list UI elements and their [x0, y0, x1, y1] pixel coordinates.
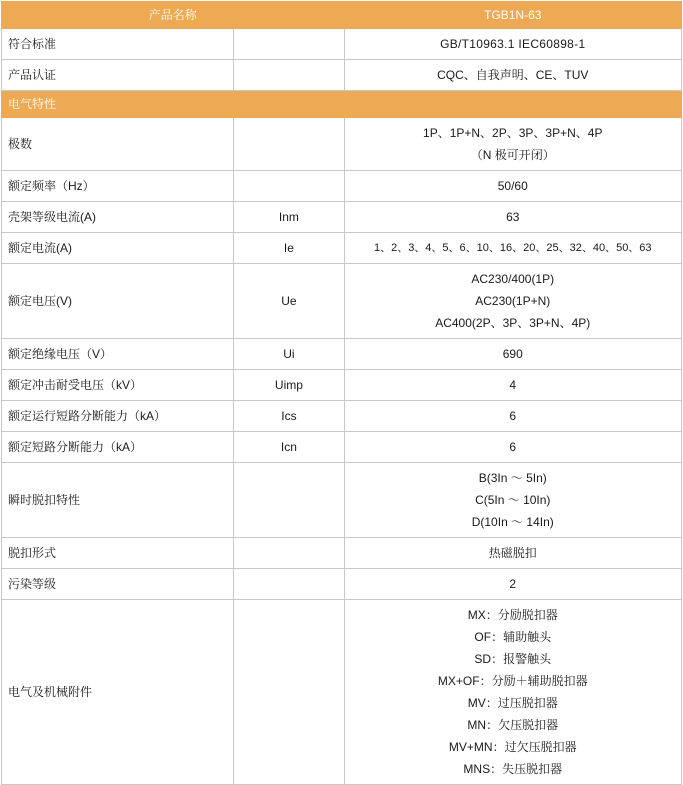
row-value [344, 264, 682, 339]
table-row [2, 432, 682, 463]
row-label: 极数 [2, 118, 234, 171]
row-value [344, 463, 682, 538]
row-symbol [234, 171, 344, 202]
row-value-line: 1、2、3、4、5、6、10、16、20、25、32、40、50、63 [373, 242, 652, 254]
row-value-line: 1P、1P+N、2P、3P、3P+N、4P [423, 126, 603, 140]
row-value [344, 339, 682, 370]
row-symbol [234, 29, 344, 60]
row-symbol: Icn [234, 432, 344, 463]
row-value-line: MX：分励脱扣器 [467, 608, 558, 622]
row-symbol: Ui [234, 339, 344, 370]
section-header-row [2, 91, 682, 118]
row-value-line: AC400(2P、3P、3P+N、4P) [435, 316, 591, 330]
row-value [344, 202, 682, 233]
row-value-line: MV：过压脱扣器 [467, 696, 558, 710]
table-row [2, 264, 682, 339]
row-symbol [234, 538, 344, 569]
table-row [2, 29, 682, 60]
row-value-line: 2 [509, 577, 517, 591]
row-value-line: 690 [502, 347, 523, 361]
row-value-line: AC230/400(1P) [471, 272, 555, 286]
row-value-line: CQC、自我声明、CE、TUV [437, 68, 589, 82]
header-product-name: 产品名称 [2, 2, 345, 29]
section-title: 电气特性 [2, 91, 682, 118]
table-header-row [2, 2, 682, 29]
row-value-line: （N 极可开闭） [470, 148, 555, 162]
row-label: 额定绝缘电压（V） [2, 339, 234, 370]
row-symbol: Ue [234, 264, 344, 339]
row-value [344, 538, 682, 569]
row-symbol: Inm [234, 202, 344, 233]
header-product-model: TGB1N-63 [344, 2, 682, 29]
table-row [2, 538, 682, 569]
row-label: 壳架等级电流(A) [2, 202, 234, 233]
row-symbol [234, 600, 344, 785]
row-value-line: 6 [509, 409, 517, 423]
row-value-line: SD：报警触头 [474, 652, 552, 666]
row-label: 额定短路分断能力（kA） [2, 432, 234, 463]
row-symbol [234, 60, 344, 91]
table-row [2, 339, 682, 370]
row-value-line: 50/60 [497, 179, 528, 193]
row-symbol [234, 569, 344, 600]
table-row [2, 233, 682, 264]
row-value-line: 4 [509, 378, 517, 392]
row-value-line: C(5In ～ 10In) [475, 493, 551, 507]
row-value [344, 118, 682, 171]
row-value [344, 171, 682, 202]
row-value-line: MNS：失压脱扣器 [463, 762, 563, 776]
row-label: 瞬时脱扣特性 [2, 463, 234, 538]
row-label: 污染等级 [2, 569, 234, 600]
row-value-line: 6 [509, 440, 517, 454]
row-symbol: Ie [234, 233, 344, 264]
row-value-line: D(10In ～ 14In) [471, 515, 554, 529]
row-value-line: 63 [506, 210, 520, 224]
row-value-line: AC230(1P+N) [475, 294, 551, 308]
row-label: 额定运行短路分断能力（kA） [2, 401, 234, 432]
row-symbol [234, 118, 344, 171]
row-value-line: MX+OF：分励＋辅助脱扣器 [437, 674, 588, 688]
row-label: 额定频率（Hz） [2, 171, 234, 202]
row-value-line: OF：辅助触头 [474, 630, 552, 644]
row-label: 符合标准 [2, 29, 234, 60]
row-value [344, 600, 682, 785]
row-value [344, 29, 682, 60]
row-value-line: 热磁脱扣 [488, 546, 537, 560]
row-value-line: MN：欠压脱扣器 [467, 718, 559, 732]
row-value [344, 233, 682, 264]
row-value [344, 60, 682, 91]
table-row [2, 370, 682, 401]
row-value [344, 370, 682, 401]
row-label: 额定电压(V) [2, 264, 234, 339]
row-label: 额定电流(A) [2, 233, 234, 264]
table-row [2, 401, 682, 432]
row-symbol [234, 463, 344, 538]
table-row [2, 600, 682, 785]
row-value-line: MV+MN：过欠压脱扣器 [448, 740, 577, 754]
row-symbol: Ics [234, 401, 344, 432]
table-row [2, 569, 682, 600]
row-value [344, 401, 682, 432]
row-value [344, 569, 682, 600]
row-label: 电气及机械附件 [2, 600, 234, 785]
row-label: 脱扣形式 [2, 538, 234, 569]
table-row [2, 202, 682, 233]
row-label: 产品认证 [2, 60, 234, 91]
table-row [2, 118, 682, 171]
row-value-line: B(3In ～ 5In) [478, 471, 547, 485]
table-row [2, 463, 682, 538]
product-spec-table [1, 1, 682, 785]
row-symbol: Uimp [234, 370, 344, 401]
row-label: 额定冲击耐受电压（kV） [2, 370, 234, 401]
row-value-line: GB/T10963.1 IEC60898-1 [440, 37, 586, 51]
row-value [344, 432, 682, 463]
table-row [2, 60, 682, 91]
table-row [2, 171, 682, 202]
